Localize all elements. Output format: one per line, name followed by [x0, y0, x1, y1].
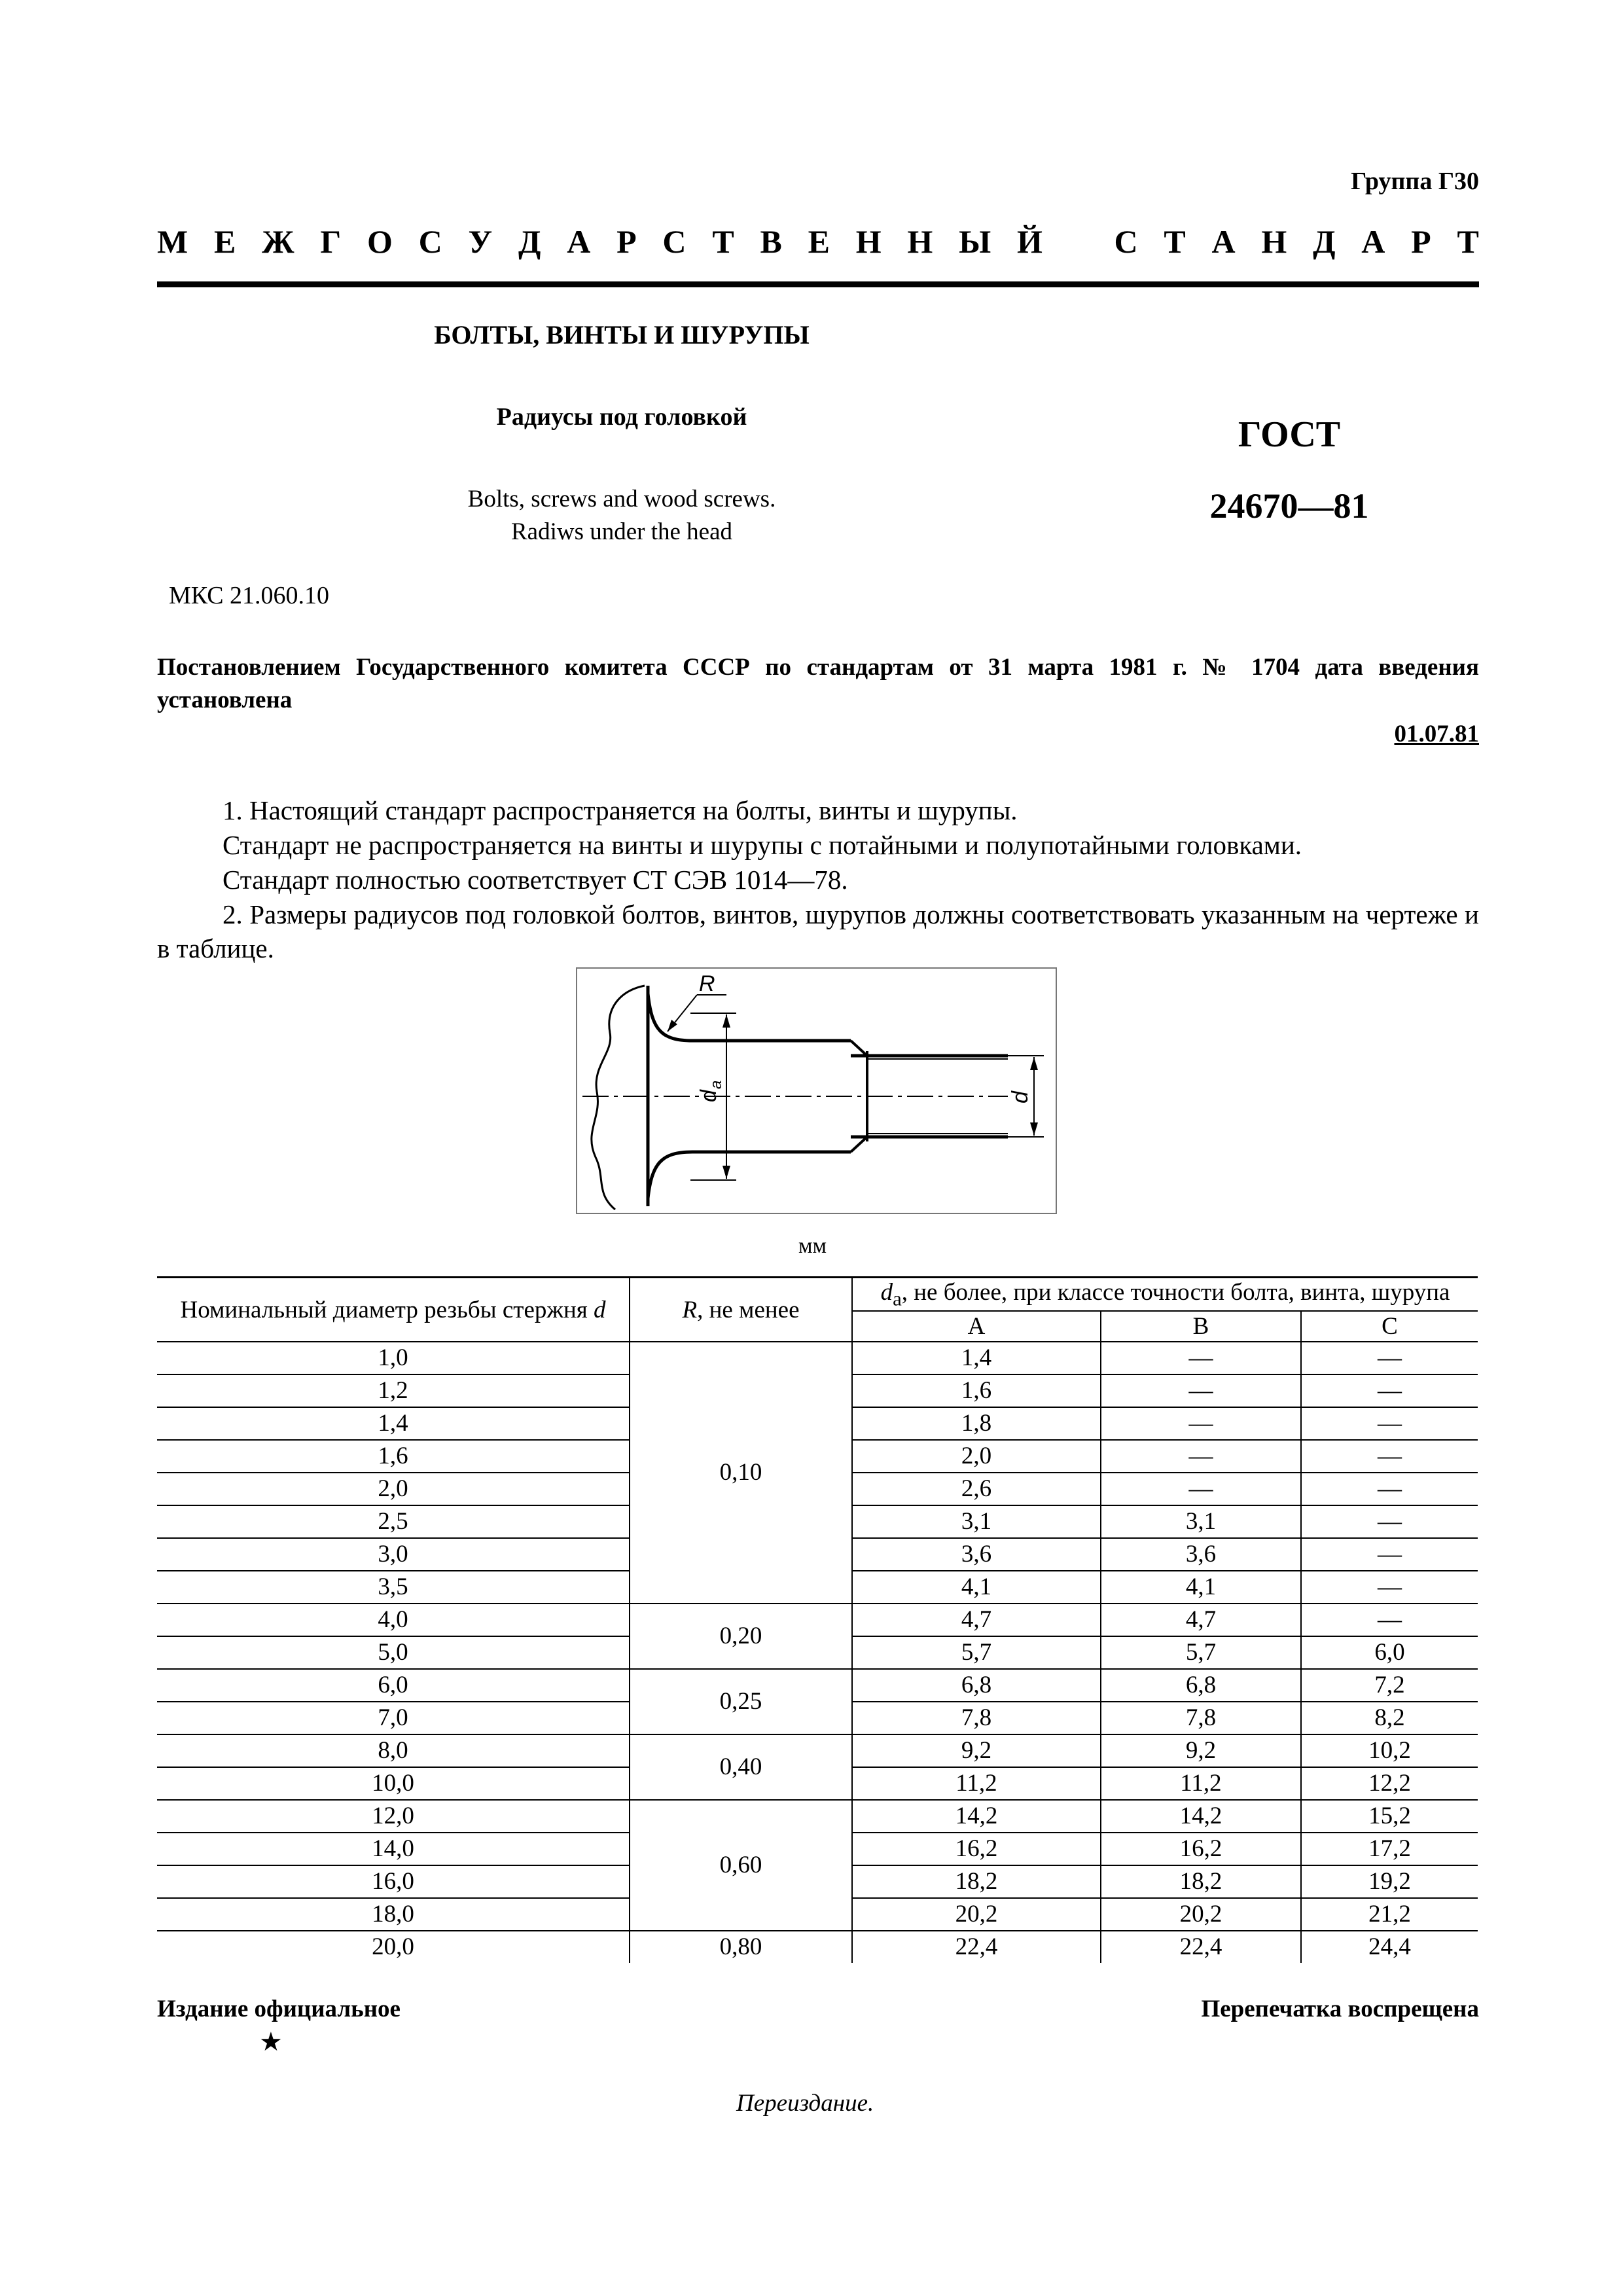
cell-da-class-c: — — [1301, 1473, 1478, 1505]
cell-da-class-c: 17,2 — [1301, 1833, 1478, 1865]
table-body — [157, 1342, 1478, 1963]
cell-da-class-b: 5,7 — [1101, 1636, 1301, 1669]
cell-da-class-b: 7,8 — [1101, 1702, 1301, 1734]
d-label — [1008, 1090, 1033, 1103]
heading-letter: Т — [1164, 223, 1186, 260]
heading-letter: Г — [320, 223, 342, 260]
cell-nominal-diameter: 1,6 — [157, 1440, 630, 1473]
cell-da-class-c: — — [1301, 1440, 1478, 1473]
heading-letter: Е — [213, 223, 236, 260]
paragraph-1: 1. Настоящий стандарт распространяется на болты, винты и шурупы. — [223, 795, 1018, 825]
cell-da-class-a: 3,1 — [852, 1505, 1101, 1538]
header-class-c: С — [1301, 1311, 1478, 1342]
cell-nominal-diameter: 3,5 — [157, 1571, 630, 1604]
english-title-line-2: Radiws under the head — [510, 518, 733, 545]
cell-radius: 0,25 — [630, 1669, 852, 1734]
decree-text: Постановлением Государственного комитета СССР по стандартам от 31 марта 1981 г. № 1704 дата введения установлена — [157, 654, 1479, 713]
effective-date: 01.07.81 — [1394, 721, 1479, 747]
d-arrow-bottom — [1030, 1122, 1038, 1136]
table-unit: мм — [798, 1234, 827, 1258]
cell-da-class-c: 12,2 — [1301, 1767, 1478, 1800]
cell-nominal-diameter: 14,0 — [157, 1833, 630, 1865]
cell-nominal-diameter: 2,0 — [157, 1473, 630, 1505]
head-break-line — [592, 986, 645, 1210]
cell-da-class-c: 19,2 — [1301, 1865, 1478, 1898]
table-row — [157, 1669, 1478, 1702]
cell-da-class-a: 20,2 — [852, 1898, 1101, 1931]
cell-nominal-diameter: 3,0 — [157, 1538, 630, 1571]
cell-da-class-a: 4,1 — [852, 1571, 1101, 1604]
cell-da-class-a: 14,2 — [852, 1800, 1101, 1833]
cell-nominal-diameter: 1,2 — [157, 1374, 630, 1407]
cell-radius: 0,60 — [630, 1800, 852, 1931]
english-title-line-1: Bolts, screws and wood screws. — [467, 486, 776, 512]
table-row — [157, 1734, 1478, 1767]
cell-nominal-diameter: 12,0 — [157, 1800, 630, 1833]
reprint-prohibited: Перепечатка воспрещена — [1201, 1996, 1479, 2022]
heading-letter: Р — [1411, 223, 1431, 260]
heading-letter: С — [418, 223, 442, 260]
document-title: БОЛТЫ, ВИНТЫ И ШУРУПЫ — [434, 320, 810, 350]
header-class-a: А — [852, 1311, 1101, 1342]
cell-da-class-b: — — [1101, 1342, 1301, 1374]
reissue-note: Переиздание. — [736, 2090, 874, 2117]
cell-da-class-a: 18,2 — [852, 1865, 1101, 1898]
table-row — [157, 1342, 1478, 1374]
document-subtitle: Радиусы под головкой — [496, 403, 747, 431]
header-nominal-diameter: Номинальный диаметр резьбы стержня d — [157, 1278, 630, 1342]
cell-da-class-c: — — [1301, 1505, 1478, 1538]
heading-letter: Р — [616, 223, 637, 260]
heading-letter: А — [1211, 223, 1236, 260]
cell-radius: 0,40 — [630, 1734, 852, 1800]
paragraph-2: Стандарт не распространяется на винты и шурупы с потайными и полупотайными головками. — [223, 830, 1302, 860]
header-rule — [157, 281, 1479, 287]
cell-nominal-diameter: 16,0 — [157, 1865, 630, 1898]
cell-radius: 0,80 — [630, 1931, 852, 1963]
heading-letter: Н — [907, 223, 933, 260]
cell-da-class-b: 22,4 — [1101, 1931, 1301, 1963]
header-radius: R, не менее — [630, 1278, 852, 1342]
cell-radius: 0,10 — [630, 1342, 852, 1604]
cell-da-class-a: 4,7 — [852, 1604, 1101, 1636]
cell-da-class-b: — — [1101, 1407, 1301, 1440]
table-row — [157, 1604, 1478, 1636]
cell-da-class-a: 2,0 — [852, 1440, 1101, 1473]
cell-da-class-c: 15,2 — [1301, 1800, 1478, 1833]
heading-letter: С — [1114, 223, 1138, 260]
cell-da-class-a: 1,6 — [852, 1374, 1101, 1407]
cell-da-class-c: — — [1301, 1342, 1478, 1374]
cell-nominal-diameter: 1,4 — [157, 1407, 630, 1440]
cell-da-class-a: 1,8 — [852, 1407, 1101, 1440]
cell-radius: 0,20 — [630, 1604, 852, 1669]
cell-da-class-c: — — [1301, 1538, 1478, 1571]
cell-da-class-a: 22,4 — [852, 1931, 1101, 1963]
heading-letter: Ж — [262, 223, 294, 260]
cell-da-class-b: 16,2 — [1101, 1833, 1301, 1865]
cell-da-class-c: 8,2 — [1301, 1702, 1478, 1734]
heading-letter: В — [760, 223, 782, 260]
cell-da-class-b: 14,2 — [1101, 1800, 1301, 1833]
cell-da-class-a: 6,8 — [852, 1669, 1101, 1702]
cell-nominal-diameter: 2,5 — [157, 1505, 630, 1538]
heading-letter: Т — [1457, 223, 1479, 260]
cell-da-class-a: 7,8 — [852, 1702, 1101, 1734]
heading-letter: Й — [1017, 223, 1043, 260]
cell-da-class-c: — — [1301, 1374, 1478, 1407]
cell-nominal-diameter: 5,0 — [157, 1636, 630, 1669]
cell-nominal-diameter: 7,0 — [157, 1702, 630, 1734]
heading-letter: А — [567, 223, 591, 260]
cell-nominal-diameter: 8,0 — [157, 1734, 630, 1767]
cell-da-class-b: 4,1 — [1101, 1571, 1301, 1604]
cell-da-class-c: 10,2 — [1301, 1734, 1478, 1767]
cell-da-class-a: 11,2 — [852, 1767, 1101, 1800]
cell-nominal-diameter: 6,0 — [157, 1669, 630, 1702]
cell-da-class-b: 18,2 — [1101, 1865, 1301, 1898]
table-row — [157, 1931, 1478, 1963]
d-arrow-top — [1030, 1057, 1038, 1070]
heading-gap — [1069, 223, 1088, 260]
paragraph-3: Стандарт полностью соответствует СТ СЭВ 1014—78. — [223, 865, 848, 895]
cell-da-class-c: — — [1301, 1571, 1478, 1604]
cell-da-class-b: 3,1 — [1101, 1505, 1301, 1538]
cell-da-class-c: 24,4 — [1301, 1931, 1478, 1963]
english-title — [157, 483, 1086, 548]
heading-letter: Н — [855, 223, 882, 260]
heading-letter: М — [157, 223, 188, 260]
cell-da-class-c: — — [1301, 1604, 1478, 1636]
mks-code: МКС 21.060.10 — [169, 582, 330, 609]
heading-letter: О — [366, 223, 393, 260]
bolt-head-drawing — [576, 967, 1057, 1214]
cell-da-class-a: 3,6 — [852, 1538, 1101, 1571]
da-label-main: d — [696, 1090, 721, 1102]
heading-letter: Д — [1313, 223, 1336, 260]
gost-label: ГОСТ — [1238, 414, 1341, 455]
cell-da-class-b: 4,7 — [1101, 1604, 1301, 1636]
cell-da-class-b: 6,8 — [1101, 1669, 1301, 1702]
cell-nominal-diameter: 4,0 — [157, 1604, 630, 1636]
da-arrow-top — [722, 1014, 730, 1028]
cell-da-class-b: — — [1101, 1440, 1301, 1473]
cell-nominal-diameter: 18,0 — [157, 1898, 630, 1931]
table-row — [157, 1800, 1478, 1833]
cell-da-class-b: — — [1101, 1374, 1301, 1407]
cell-da-class-b: 9,2 — [1101, 1734, 1301, 1767]
cell-da-class-c: 21,2 — [1301, 1898, 1478, 1931]
star-mark: ★ — [259, 2027, 283, 2056]
cell-da-class-c: 6,0 — [1301, 1636, 1478, 1669]
paragraph-4: 2. Размеры радиусов под головкой болтов, винтов, шурупов должны соответствовать указанным на чертеже и в таблице. — [157, 899, 1479, 963]
group-code: Группа Г30 — [1351, 168, 1479, 195]
cell-nominal-diameter: 1,0 — [157, 1342, 630, 1374]
header-class-b: В — [1101, 1311, 1301, 1342]
r-label: R — [699, 971, 715, 996]
cell-da-class-b: — — [1101, 1473, 1301, 1505]
heading-letter: Д — [518, 223, 541, 260]
heading-letter: Ы — [959, 223, 991, 260]
heading-letter: Е — [808, 223, 830, 260]
cell-nominal-diameter: 10,0 — [157, 1767, 630, 1800]
cell-da-class-a: 5,7 — [852, 1636, 1101, 1669]
heading-letter: А — [1361, 223, 1385, 260]
official-edition: Издание официальное — [157, 1996, 401, 2022]
cell-da-class-c: 7,2 — [1301, 1669, 1478, 1702]
heading-letter: Т — [712, 223, 734, 260]
cell-nominal-diameter: 20,0 — [372, 1933, 414, 1961]
cell-da-class-c: — — [1301, 1407, 1478, 1440]
cell-da-class-a: 1,4 — [852, 1342, 1101, 1374]
cell-da-class-b: 20,2 — [1101, 1898, 1301, 1931]
cell-da-class-a: 16,2 — [852, 1833, 1101, 1865]
cell-da-class-b: 3,6 — [1101, 1538, 1301, 1571]
cell-da-class-b: 11,2 — [1101, 1767, 1301, 1800]
d-label-main: d — [1008, 1091, 1033, 1103]
da-label-sub: a — [707, 1080, 725, 1089]
heading-letter: С — [662, 223, 687, 260]
da-arrow-bottom — [722, 1166, 730, 1179]
heading-letter: Н — [1261, 223, 1287, 260]
cell-da-class-a: 2,6 — [852, 1473, 1101, 1505]
gost-number: 24670—81 — [1209, 486, 1369, 526]
radius-table — [157, 1276, 1478, 1963]
cell-da-class-a: 9,2 — [852, 1734, 1101, 1767]
interstate-standard-heading — [157, 223, 1479, 260]
heading-letter: У — [468, 223, 493, 260]
header-da: $d_a$, не более, при классе точности болта, винта, шурупа — [852, 1278, 1478, 1312]
